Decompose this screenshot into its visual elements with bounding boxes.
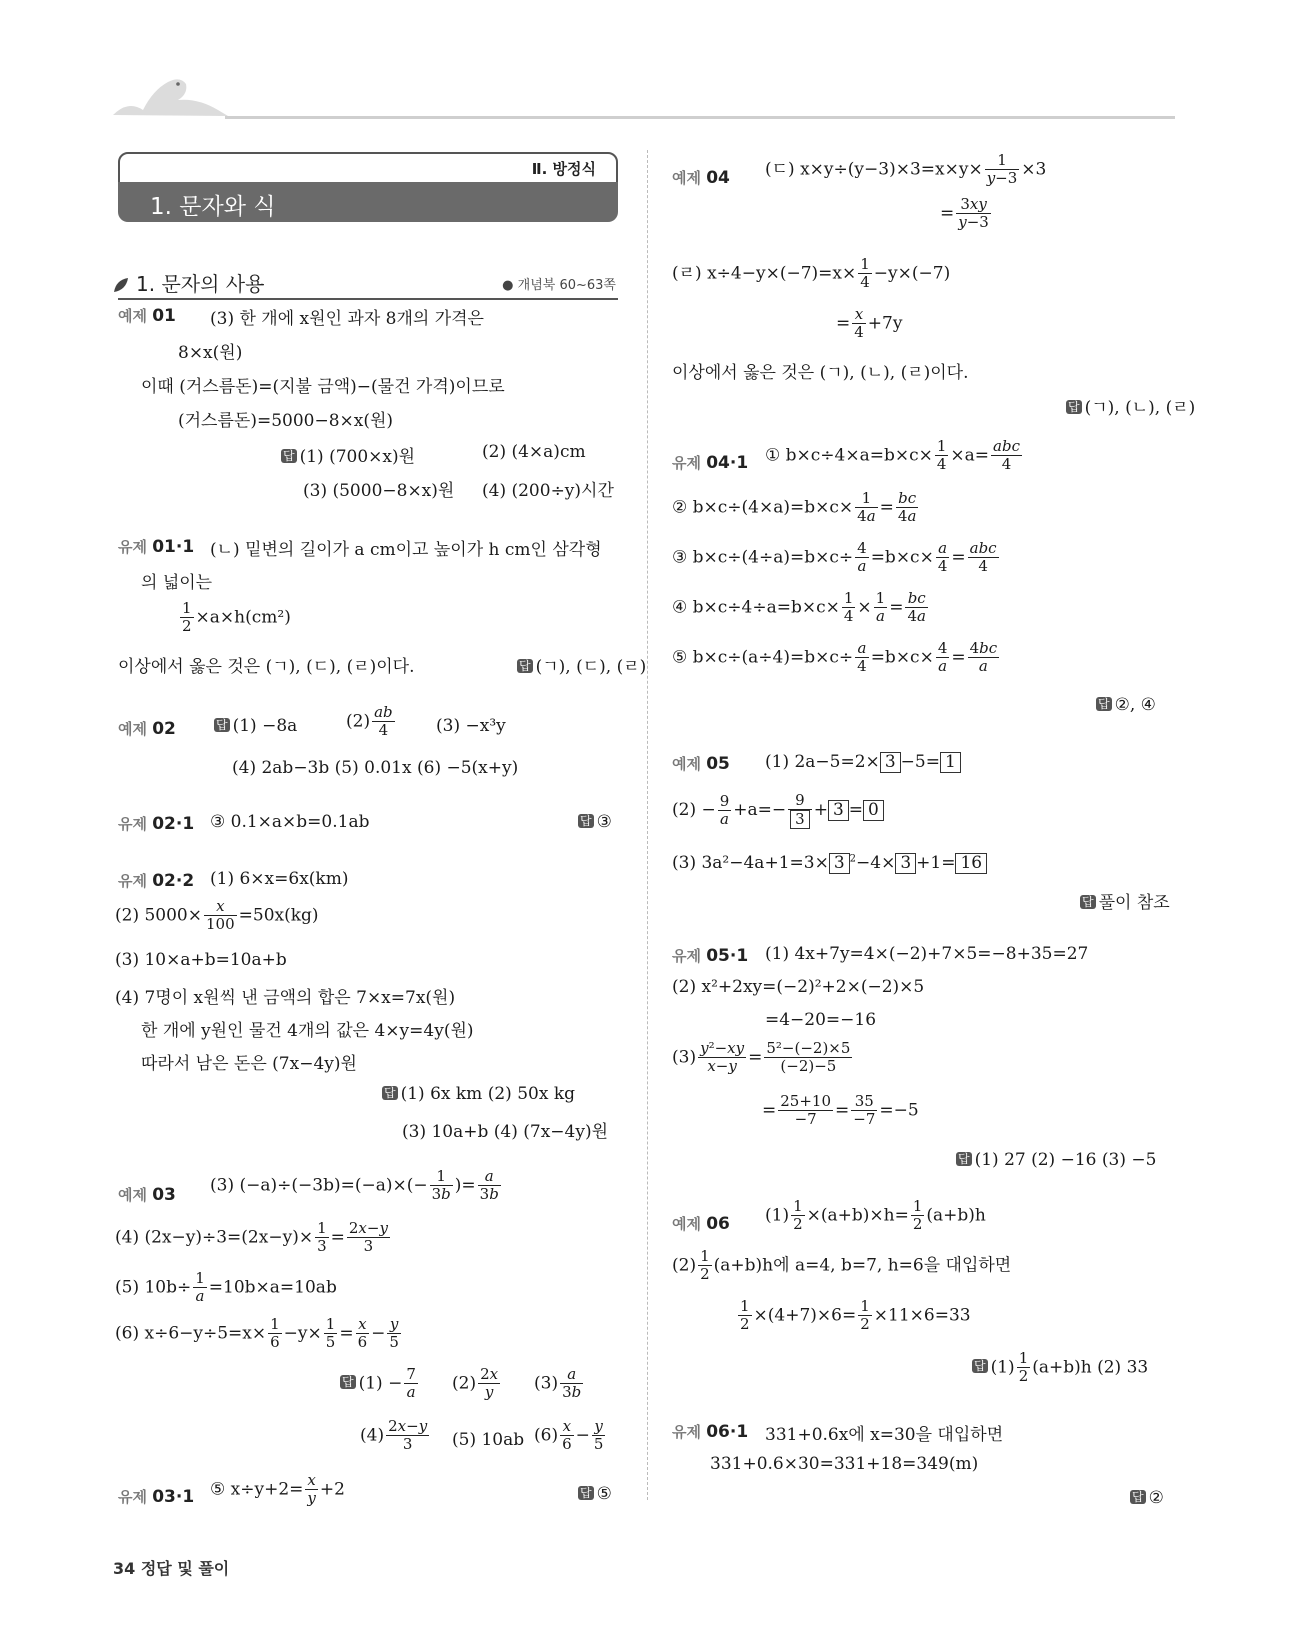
expr: +2 xyxy=(319,1479,345,1500)
label-number: 04 xyxy=(706,168,730,188)
label-number: 05 xyxy=(706,754,730,774)
answer-text: (ㄱ), (ㄷ), (ㄹ) xyxy=(535,657,647,677)
problem-label-u0601 xyxy=(672,1421,748,1442)
u0401-line3: ③ b×c÷(4÷a)=b×c÷ $\frac{4}{a}$ =b×c× $\frac{a}{4}$ = abc 4 xyxy=(672,539,997,576)
label-kind: 유제 xyxy=(118,538,147,556)
answer-text: ②, ④ xyxy=(1114,695,1156,715)
fraction: $\frac{9}{a}$ xyxy=(719,791,730,828)
problem-label-ex06 xyxy=(672,1213,730,1234)
fraction: $\frac{4bc}{a}$ xyxy=(969,639,998,676)
label-number: 03 xyxy=(152,1185,176,1205)
expr: (3) 3a²−4a+1=3× xyxy=(672,853,829,873)
answer-text: (1) (700×x)원 xyxy=(299,447,416,467)
label-kind: 유제 xyxy=(118,815,147,833)
ex03-answer-2 xyxy=(452,1366,502,1402)
answer-box: 0 xyxy=(863,800,884,821)
ex01-answer-3: (3) (5000−8×x)원 xyxy=(303,481,455,501)
expr: +1= xyxy=(916,853,956,873)
chapter-unit: Ⅱ. 방정식 xyxy=(531,160,596,178)
expr: (5) 10b÷ xyxy=(115,1277,192,1298)
u0501-line1: (1) 4x+7y=4×(−2)+7×5=−8+35=27 xyxy=(765,944,1089,964)
label-number: 02·1 xyxy=(152,814,195,834)
expr: ⑤ x÷y+2= xyxy=(210,1479,304,1500)
fraction: abc 4 xyxy=(993,437,1020,474)
answer-text: (1) −8a xyxy=(232,716,298,736)
u0301-line1 xyxy=(210,1472,345,1508)
expr: (1) 2a−5=2× xyxy=(765,752,880,772)
fraction: $\frac{1}{2}$ xyxy=(1018,1349,1029,1386)
fraction: $\frac{7}{a}$ xyxy=(406,1365,416,1402)
ex03-answer-1 xyxy=(340,1366,420,1402)
answer-box: 3 xyxy=(790,810,810,829)
ex01-line4: (거스름돈)=5000−8×x(원) xyxy=(178,411,394,431)
ex02-answer-4: (4) 2ab−3b (5) 0.01x (6) −5(x+y) xyxy=(232,758,519,778)
u0501-line2: (2) x²+2xy=(−2)²+2×(−2)×5 xyxy=(672,977,925,997)
expr: (1) xyxy=(765,1205,790,1226)
fraction: $\frac{x}{100}$ xyxy=(206,897,235,934)
expr: (3) (−a)÷(−3b)=(−a)×(− xyxy=(210,1175,428,1196)
ex03-line1 xyxy=(210,1168,503,1204)
label-number: 04·1 xyxy=(706,453,749,473)
label-number: 06·1 xyxy=(706,1422,749,1442)
page-footer xyxy=(113,1556,229,1579)
label-kind: 예제 xyxy=(118,1186,147,1204)
u0301-answer xyxy=(578,1484,612,1504)
answer-text: (2) xyxy=(452,1373,477,1394)
expr: −y× xyxy=(283,1323,322,1344)
label-number: 02·2 xyxy=(152,871,195,891)
ex06-line1 xyxy=(765,1198,986,1234)
fraction: $\frac{x}{y}$ xyxy=(307,1471,316,1508)
label-number: 01 xyxy=(152,306,176,326)
answer-text: (1) 27 (2) −16 (3) −5 xyxy=(974,1150,1157,1170)
answer-mark: 답 xyxy=(580,1486,592,1500)
u0201-answer xyxy=(578,812,612,832)
fraction: $\frac{y}{5}$ xyxy=(389,1315,399,1352)
expr: ×3 xyxy=(1021,159,1047,180)
expr: (ㄷ) x×y÷(y−3)×3=x×y× xyxy=(765,159,983,180)
answer-text: ⑤ xyxy=(596,1484,612,1504)
ex05-line2: (2) − $\frac{9}{a}$ +a=− $\frac{9}{3}$ + 3 = 0 xyxy=(672,792,884,829)
expr: ×(a+b)×h= xyxy=(806,1205,909,1226)
fraction: $\frac{x}{4}$ xyxy=(854,305,864,342)
u0401-line1 xyxy=(765,438,1024,474)
expr: ② b×c÷(4×a)=b×c× xyxy=(672,497,854,518)
answer-box: 1 xyxy=(940,752,961,773)
chapter-title: 1. 문자와 식 xyxy=(150,194,276,220)
expr: ×11×6=33 xyxy=(873,1305,971,1326)
expr: =b×c× xyxy=(870,547,934,568)
fraction: $\frac{1}{4a}$ xyxy=(857,489,876,526)
ex03-answer-3 xyxy=(534,1366,585,1402)
fraction: $\frac{y}{5}$ xyxy=(593,1417,604,1454)
ex04-answer xyxy=(1066,393,1195,418)
header-rule xyxy=(225,116,1175,119)
u0202-line6: 따라서 남은 돈은 (7x−4y)원 xyxy=(141,1054,357,1074)
answer-box: 3 xyxy=(895,853,916,874)
expr: +a=− xyxy=(733,799,787,820)
footer-title: 정답 및 풀이 xyxy=(140,1559,230,1578)
page-number: 34 xyxy=(113,1559,136,1578)
expr: =10b×a=10ab xyxy=(208,1277,337,1298)
fraction: $\frac{1}{3}$ xyxy=(317,1219,327,1256)
leaf-icon xyxy=(112,276,132,294)
u0401-answer xyxy=(1096,695,1156,715)
u0601-line2: 331+0.6×30=331+18=349(m) xyxy=(710,1454,979,1474)
fraction: $\frac{1}{a}$ xyxy=(195,1269,205,1306)
label-number: 06 xyxy=(706,1214,730,1234)
fraction: $\frac{4}{a}$ xyxy=(937,639,948,676)
answer-text: (1) − xyxy=(358,1373,403,1394)
ex02-answer-3: (3) −x³y xyxy=(436,716,506,736)
column-divider xyxy=(647,150,648,1500)
u0202-line3: (3) 10×a+b=10a+b xyxy=(115,950,287,970)
answer-box: 16 xyxy=(955,853,987,874)
problem-label-ex05 xyxy=(672,753,730,774)
chapter-title-bar xyxy=(118,182,618,222)
problem-label-ex03 xyxy=(118,1184,176,1205)
u0101-line3 xyxy=(178,600,291,636)
u0401-line5: ⑤ b×c÷(a÷4)=b×c÷ $\frac{a}{4}$ =b×c× $\frac{4}{a}$ = $\frac{4bc}{a}$ xyxy=(672,639,998,676)
fraction: $\frac{ab}{4}$ xyxy=(374,703,393,740)
u0601-answer xyxy=(1130,1488,1164,1508)
fraction: $\frac{1}{a}$ xyxy=(875,589,886,626)
expr: = xyxy=(762,1100,777,1121)
answer-text: (4) xyxy=(360,1425,385,1446)
ex03-line3 xyxy=(115,1270,337,1306)
ex03-line2: (4) (2x−y)÷3=(2x−y)× $\frac{1}{3}$ = $\frac{2x-y}{3}$ xyxy=(115,1219,388,1256)
section-title: 1. 문자의 사용 xyxy=(136,272,265,296)
fraction: $\frac{4}{a}$ xyxy=(857,539,867,576)
expr: (3) xyxy=(672,1047,697,1068)
label-kind: 예제 xyxy=(672,169,701,187)
fraction: $\frac{1}{2}$ xyxy=(860,1297,870,1334)
label-kind: 유제 xyxy=(118,1488,147,1506)
answer-mark: 답 xyxy=(1082,895,1094,909)
chapter-header xyxy=(118,152,618,222)
answer-mark: 답 xyxy=(1132,1490,1144,1504)
seal-mascot-icon xyxy=(108,70,238,120)
label-kind: 유제 xyxy=(118,872,147,890)
answer-text: ② xyxy=(1148,1488,1164,1508)
answer-mark: 답 xyxy=(1098,697,1110,711)
answer-mark: 답 xyxy=(1068,400,1080,414)
expr: +7y xyxy=(867,313,903,334)
u0202-answer-2: (3) 10a+b (4) (7x−4y)원 xyxy=(402,1122,609,1142)
fraction: $\frac{a}{4}$ xyxy=(857,639,867,676)
u0202-line1: (1) 6×x=6x(km) xyxy=(210,869,349,889)
fraction: $\frac{\text{5²−(−2)×5}}{(-2)-5}$ xyxy=(766,1039,851,1076)
fraction: $\frac{1}{y-3}$ xyxy=(986,151,1018,188)
u0401-line4: ④ b×c÷4÷a=b×c× $\frac{1}{4}$ × $\frac{1}{a}$ = $\frac{bc}{4a}$ xyxy=(672,589,926,626)
expr: (2) − xyxy=(672,799,716,820)
ex01-answer-1 xyxy=(281,442,415,467)
problem-label-u0501 xyxy=(672,945,748,966)
expr: ⑤ b×c÷(a÷4)=b×c÷ xyxy=(672,647,854,668)
chapter-unit-box xyxy=(118,152,618,184)
expr: (2) xyxy=(672,1255,697,1276)
expr: −y×(−7) xyxy=(873,263,951,284)
section-reference: ● 개념북 60~63쪽 xyxy=(502,278,616,293)
ex01-answer-2: (2) (4×a)cm xyxy=(482,442,586,462)
answer-mark: 답 xyxy=(384,1086,396,1100)
section-header xyxy=(118,268,618,300)
ex02-answer-1 xyxy=(214,716,297,736)
fraction: $\frac{9}{3}$ xyxy=(788,792,812,829)
expr: (ㄹ) x÷4−y×(−7)=x× xyxy=(672,263,857,284)
ex04-line2 xyxy=(940,196,993,232)
fraction: $\frac{2x-y}{3}$ xyxy=(388,1417,428,1454)
answer-text: (3) xyxy=(534,1373,559,1394)
u0101-line4: 이상에서 옳은 것은 (ㄱ), (ㄷ), (ㄹ)이다. xyxy=(118,657,415,677)
ex05-line3: (3) 3a²−4a+1=3× 3 $^2$−4× 3 +1= 16 xyxy=(672,853,987,874)
answer-mark: 답 xyxy=(342,1375,354,1390)
u0601-line1: 331+0.6x에 x=30을 대입하면 xyxy=(765,1425,1004,1445)
label-kind: 예제 xyxy=(118,720,147,738)
ex01-line1: (3) 한 개에 x원인 과자 8개의 가격은 xyxy=(210,309,484,329)
u0501-answer xyxy=(956,1150,1156,1170)
answer-mark: 답 xyxy=(519,659,531,673)
label-kind: 예제 xyxy=(118,307,147,325)
ex03-answer-4 xyxy=(360,1418,431,1454)
fraction: $\frac{a}{4}$ xyxy=(937,539,948,576)
answer-text: 풀이 참조 xyxy=(1098,893,1170,913)
fraction: $\frac{2x-y}{3}$ xyxy=(348,1219,388,1256)
u0202-line2 xyxy=(115,898,319,934)
expr: ③ b×c÷(4÷a)=b×c÷ xyxy=(672,547,854,568)
fraction: abc 4 xyxy=(969,539,997,576)
fraction: $\frac{1}{2}$ xyxy=(700,1247,710,1284)
fraction: $\frac{bc}{4a}$ xyxy=(897,489,917,526)
answer-text: (1) xyxy=(990,1357,1015,1378)
fraction: $\frac{bc}{4a}$ xyxy=(907,589,926,626)
expr: (6) x÷6−y÷5=x× xyxy=(115,1323,267,1344)
label-kind: 유제 xyxy=(672,947,701,965)
expr: =50x(kg) xyxy=(238,905,319,926)
label-number: 05·1 xyxy=(706,946,749,966)
ex05-line1 xyxy=(765,752,961,773)
answer-box: 3 xyxy=(828,800,849,821)
fraction: $\frac{a}{3b}$ xyxy=(479,1167,499,1204)
label-number: 01·1 xyxy=(152,537,195,557)
expr: −4× xyxy=(856,853,896,873)
expr: (a+b)h xyxy=(926,1205,986,1226)
answer-box: 3 xyxy=(880,752,901,773)
ex05-answer xyxy=(1080,888,1170,913)
ex02-answer-2 xyxy=(346,704,397,740)
answer-text: (ㄱ), (ㄴ), (ㄹ) xyxy=(1084,398,1196,418)
fraction: $\frac{1}{5}$ xyxy=(325,1315,336,1352)
answer-box: 3 xyxy=(829,853,850,874)
ex06-answer xyxy=(972,1350,1148,1386)
answer-mark: 답 xyxy=(580,814,592,828)
ex06-line2 xyxy=(672,1248,1011,1284)
label-kind: 유제 xyxy=(672,454,701,472)
fraction: $\frac{1}{2}$ xyxy=(182,599,192,636)
label-kind: 예제 xyxy=(672,1215,701,1233)
answer-text: (a+b)h (2) 33 xyxy=(1032,1357,1149,1378)
ex04-line1 xyxy=(765,152,1046,188)
expr: (2) 5000× xyxy=(115,905,202,926)
answer-mark: 답 xyxy=(283,449,295,463)
fraction: $\frac{1}{2}$ xyxy=(793,1197,803,1234)
expr: (4) (2x−y)÷3=(2x−y)× xyxy=(115,1227,314,1248)
fraction: $\frac{1}{2}$ xyxy=(912,1197,923,1234)
fraction: $\frac{1}{4}$ xyxy=(843,589,854,626)
answer-mark: 답 xyxy=(974,1359,986,1374)
fraction: $\frac{x}{6}$ xyxy=(562,1417,572,1454)
u0202-line5: 한 개에 y원인 물건 4개의 값은 4×y=4y(원) xyxy=(141,1021,474,1041)
u0101-answer xyxy=(517,652,646,677)
label-number: 03·1 xyxy=(152,1487,195,1507)
u0202-answer-1 xyxy=(382,1084,575,1104)
u0101-line2: 의 넓이는 xyxy=(141,573,213,593)
ex06-line3 xyxy=(736,1298,971,1334)
ex01-line2: 8×x(원) xyxy=(178,343,243,363)
ex04-line3 xyxy=(672,256,950,292)
fraction: $\frac{\text{y²−xy}}{x-y}$ xyxy=(700,1039,745,1076)
problem-label-u0301 xyxy=(118,1486,194,1507)
problem-label-ex02 xyxy=(118,718,176,739)
ex04-line5: 이상에서 옳은 것은 (ㄱ), (ㄴ), (ㄹ)이다. xyxy=(672,363,969,383)
fraction: $\frac{25+10}{-7}$ xyxy=(780,1092,831,1129)
problem-label-u0202 xyxy=(118,870,194,891)
fraction: $\frac{35}{-7}$ xyxy=(853,1092,876,1129)
answer-text: (1) 6x km (2) 50x kg xyxy=(400,1084,576,1104)
problem-label-u0101 xyxy=(118,536,194,557)
ex03-answer-5: (5) 10ab xyxy=(452,1430,525,1450)
problem-label-u0201 xyxy=(118,813,194,834)
u0101-line1: (ㄴ) 밑변의 길이가 a cm이고 높이가 h cm인 삼각형 xyxy=(210,540,602,560)
label-kind: 예제 xyxy=(672,755,701,773)
expr: ×a×h(cm²) xyxy=(195,607,291,628)
fraction: $\frac{1}{2}$ xyxy=(740,1297,750,1334)
fraction: $\frac{1}{4}$ xyxy=(936,437,947,474)
u0501-line4: (3) $\frac{\text{y²−xy}}{x-y}$ = $\frac{\text{5²−(−2)×5}}{(-2)-5}$ xyxy=(672,1039,851,1076)
u0202-line4: (4) 7명이 x원씩 낸 금액의 합은 7×x=7x(원) xyxy=(115,988,456,1008)
problem-label-u0401 xyxy=(672,452,748,473)
label-number: 02 xyxy=(152,719,176,739)
fraction: $\frac{1}{4}$ xyxy=(860,255,870,292)
fraction: $\frac{1}{3b}$ xyxy=(431,1167,451,1204)
expr: ×a= xyxy=(950,445,990,466)
answer-mark: 답 xyxy=(216,718,228,732)
u0501-line3: =4−20=−16 xyxy=(765,1010,877,1030)
expr: ×(4+7)×6= xyxy=(753,1305,857,1326)
u0501-line5: = $\frac{25+10}{-7}$ = $\frac{35}{-7}$ =−5 xyxy=(762,1092,919,1129)
u0401-line2: ② b×c÷(4×a)=b×c× $\frac{1}{4a}$ = $\frac{bc}{4a}$ xyxy=(672,489,917,526)
expr: )= xyxy=(454,1175,476,1196)
ex04-line4 xyxy=(836,306,902,342)
label-kind: 유제 xyxy=(672,1423,701,1441)
fraction: $\frac{3xy}{y-3}$ xyxy=(958,195,989,232)
expr: ④ b×c÷4÷a=b×c× xyxy=(672,597,840,618)
ex03-answer-6: (6) $\frac{x}{6}$ − $\frac{y}{5}$ xyxy=(534,1417,604,1454)
ex01-line3: 이때 (거스름돈)=(지불 금액)−(물건 가격)이므로 xyxy=(141,377,505,397)
problem-label-ex04 xyxy=(672,167,730,188)
problem-label-ex01 xyxy=(118,305,176,326)
fraction: $\frac{a}{3b}$ xyxy=(562,1365,582,1402)
answer-text: (6) xyxy=(534,1425,559,1446)
expr: (2) xyxy=(346,711,371,732)
fraction: $\frac{2x}{y}$ xyxy=(480,1365,499,1402)
ex03-line4: (6) x÷6−y÷5=x× $\frac{1}{6}$ −y× $\frac{1}{5}$ = $\frac{x}{6}$ − $\frac{y}{5}$ xyxy=(115,1315,399,1352)
answer-text: ③ xyxy=(596,812,612,832)
expr: = xyxy=(836,313,851,334)
fraction: $\frac{x}{6}$ xyxy=(357,1315,368,1352)
ex01-answer-4: (4) (200÷y)시간 xyxy=(482,481,614,501)
expr: (a+b)h에 a=4, b=7, h=6을 대입하면 xyxy=(713,1255,1012,1276)
expr: = xyxy=(940,203,955,224)
answer-mark: 답 xyxy=(958,1152,970,1166)
u0201-line1: ③ 0.1×a×b=0.1ab xyxy=(210,812,370,832)
fraction: $\frac{1}{6}$ xyxy=(270,1315,280,1352)
expr: −5= xyxy=(900,752,940,772)
expr: ① b×c÷4×a=b×c× xyxy=(765,445,933,466)
